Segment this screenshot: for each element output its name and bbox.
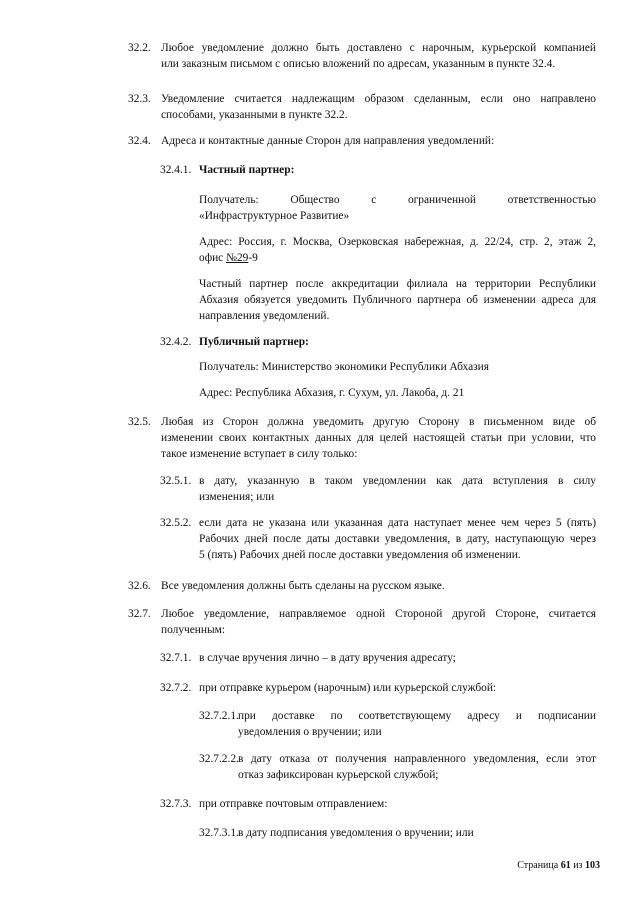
clause-text: при отправке почтовым отправлением: [199, 798, 388, 810]
footer-label: Страница [517, 860, 559, 871]
public-partner-address: Адрес: Республика Абхазия, г. Сухум, ул. Лакоба, д. 21 [199, 387, 465, 399]
clause-32-5 [0, 414, 640, 464]
clause-number: 32.4.1. [160, 164, 192, 176]
clause-32-7-1 [0, 650, 640, 667]
clause-32-7-2 [0, 680, 640, 697]
clause-32-7-3-1 [0, 825, 640, 842]
clause-32-4 [0, 133, 640, 150]
clause-number: 32.2. [128, 42, 151, 54]
clause-32-7-3 [0, 796, 640, 813]
clause-32-4-1 [0, 162, 640, 179]
clause-text: в дату, указанную в таком уведомлении как дата вступления в силу изменения; или [199, 475, 596, 503]
clause-32-5-2 [0, 515, 640, 565]
page-number-footer [517, 860, 600, 871]
private-partner-recipient: Получатель: Общество с ограниченной ответственностью «Инфраструктурное Развитие» [199, 194, 596, 222]
clause-number: 32.7.2.2. [199, 753, 239, 765]
clause-32-7-2-2 [0, 751, 640, 785]
clause-text: Любое уведомление должно быть доставлено с нарочным, курьерской компанией или заказным письмом с описью вложений по адресам, указанным в пункте 32.4. [161, 42, 596, 70]
clause-heading [199, 162, 596, 178]
clause-32-7-2-1 [0, 708, 640, 742]
clause-32-6 [0, 578, 640, 595]
clause-text: Адреса и контактные данные Сторон для направления уведомлений: [161, 135, 495, 147]
clause-32-4-2 [0, 334, 640, 351]
clause-text: Уведомление считается надлежащим образом сделанным, если оно направлено способами, указанными в пункте 32.2. [161, 93, 596, 121]
clause-32-2 [0, 40, 640, 74]
clause-number: 32.5.2. [160, 517, 192, 529]
total-pages: 103 [585, 860, 600, 871]
clause-heading [199, 334, 596, 350]
clause-text: в случае вручения лично – в дату вручения адресату; [199, 652, 456, 664]
clause-number: 32.7.1. [160, 652, 192, 664]
clause-number: 32.7.2.1. [199, 710, 239, 722]
clause-number: 32.7. [128, 608, 151, 620]
clause-text: Любое уведомление, направляемое одной Стороной другой Стороне, считается полученным: [161, 608, 596, 636]
clause-number: 32.3. [128, 93, 151, 105]
private-partner-note: Частный партнер после аккредитации филиала на территории Республики Абхазия обязуется уведомить Публичного партнера об изменении адреса для направления уведомлений. [199, 278, 596, 322]
clause-number: 32.7.2. [160, 682, 192, 694]
clause-text: если дата не указана или указанная дата наступает менее чем через 5 (пять) Рабочих дней после даты доставки уведомления, в дату, наступающую через 5 (пять) Рабочих дней после доставки уведомления об изменении. [199, 517, 596, 561]
clause-32-3 [0, 91, 640, 125]
office-number: №29 [226, 252, 249, 264]
clause-text: при доставке по соответствующему адресу и подписании уведомления о вручении; или [238, 710, 596, 738]
clause-text: Все уведомления должны быть сделаны на русском языке. [161, 580, 445, 592]
private-partner-address: Адрес: Россия, г. Москва, Озерковская набережная, д. 22/24, стр. 2, этаж 2, офис №29-9 [199, 236, 596, 264]
footer-of: из [573, 860, 583, 871]
public-partner-recipient: Получатель: Министерство экономики Республики Абхазия [199, 361, 489, 373]
public-partner-heading: Публичный партнер: [199, 336, 309, 348]
clause-number: 32.5. [128, 416, 151, 428]
clause-text: в дату отказа от получения направленного уведомления, если этот отказ зафиксирован курьерской службой; [238, 753, 596, 781]
clause-number: 32.6. [128, 580, 151, 592]
clause-text: Любая из Сторон должна уведомить другую Сторону в письменном виде об изменении своих контактных данных для целей настоящей статьи при условии, что такое изменение вступает в силу только: [161, 416, 596, 460]
current-page: 61 [560, 860, 571, 871]
clause-32-7 [0, 606, 640, 640]
clause-text: при отправке курьером (нарочным) или курьерской службой: [199, 682, 497, 694]
clause-number: 32.4.2. [160, 336, 192, 348]
clause-number: 32.5.1. [160, 475, 192, 487]
clause-32-5-1 [0, 473, 640, 507]
private-partner-heading: Частный партнер: [199, 164, 295, 176]
clause-text: в дату подписания уведомления о вручении; или [238, 827, 474, 839]
clause-number: 32.7.3.1. [199, 827, 239, 839]
clause-number: 32.7.3. [160, 798, 192, 810]
clause-number: 32.4. [128, 135, 151, 147]
